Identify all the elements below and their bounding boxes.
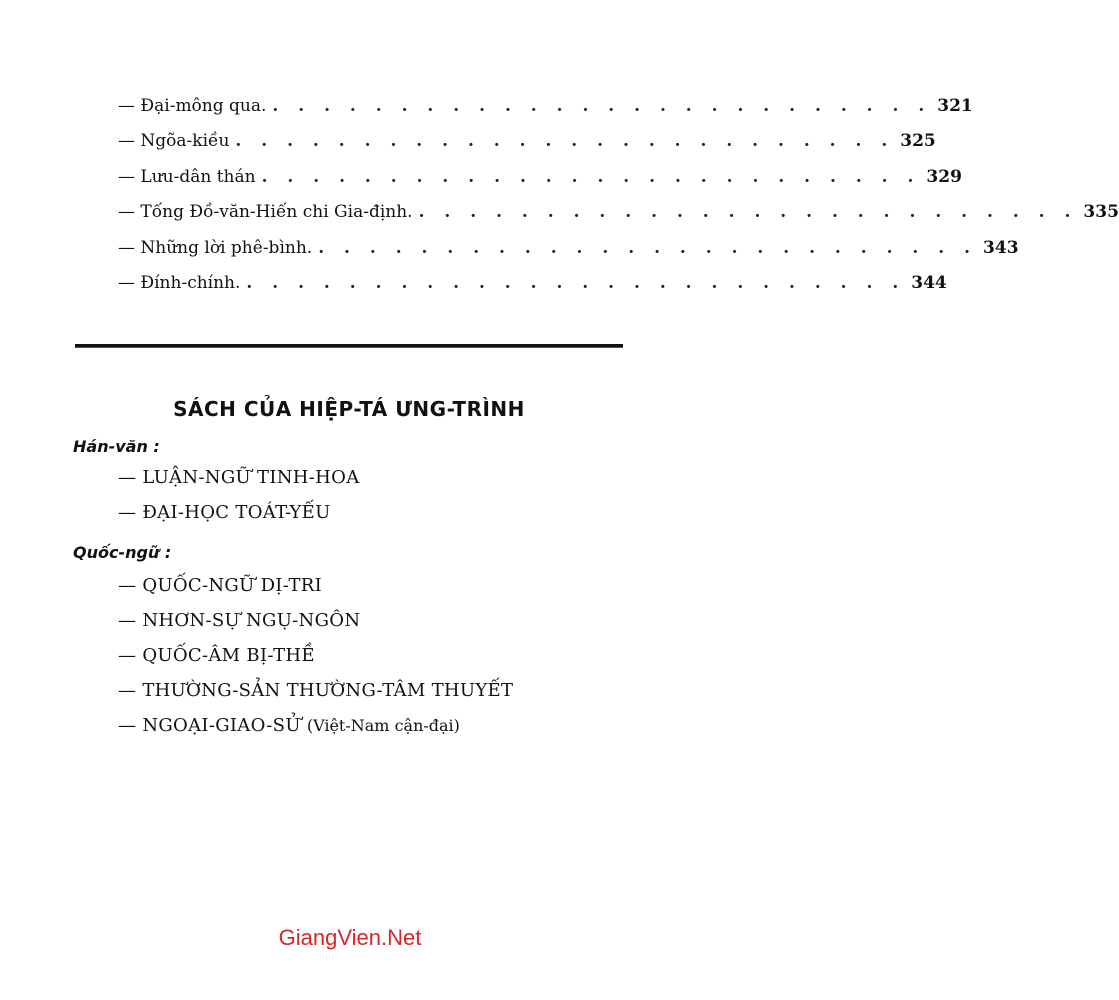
book-item: — QUỐC-NGỮ DỊ-TRI xyxy=(118,575,323,596)
toc-entry-page: 321 xyxy=(937,96,973,116)
book-item: — LUẬN-NGỮ TINH-HOA xyxy=(118,467,360,488)
watermark: GiangVien.Net xyxy=(278,925,422,950)
quoc-ngu-list xyxy=(118,575,513,750)
toc-entry xyxy=(118,166,962,202)
toc-entry-page: 325 xyxy=(900,131,936,152)
toc-entry-title: — Lưu-dân thán xyxy=(118,166,256,187)
book-item: — NHƠN-SỰ NGỤ-NGÔN xyxy=(118,610,361,631)
toc-leader-dots: . . . . . . . . . . . . . . . . . . . . . . . . . . xyxy=(235,131,895,152)
books-heading: SÁCH CỦA HIỆP-TÁ ƯNG-TRÌNH xyxy=(173,397,525,421)
book-item: — THƯỜNG-SẢN THƯỜNG-TÂM THUYẾT xyxy=(118,680,514,701)
han-van-list xyxy=(118,467,360,537)
toc-leader-dots: . . . . . . . . . . . . . . . . . . . . . . . . . . xyxy=(418,202,1078,223)
section-divider xyxy=(75,344,623,348)
toc-entry-page: 344 xyxy=(911,272,947,293)
book-item: — QUỐC-ÂM BỊ-THỀ xyxy=(118,645,315,666)
toc-entry-page: 343 xyxy=(983,237,1019,258)
toc-entry-title: — Ngõa-kiều xyxy=(118,131,230,152)
toc-leader-dots: . . . . . . . . . . . . . . . . . . . . . . . . . . xyxy=(272,96,932,116)
toc-entry-title: — Những lời phê-bình. xyxy=(118,237,313,258)
toc-leader-dots: . . . . . . . . . . . . . . . . . . . . . . . . . . xyxy=(261,166,921,187)
toc-entry-title: — Tống Đồ-văn-Hiến chi Gia-định. xyxy=(118,202,413,223)
toc-entry xyxy=(118,237,1019,273)
toc-entry xyxy=(118,272,947,308)
toc-leader-dots: . . . . . . . . . . . . . . . . . . . . . . . . . . xyxy=(246,272,906,293)
toc-entry xyxy=(118,202,1119,237)
toc-entry-title: — Đại-mông qua. xyxy=(118,96,267,116)
quoc-ngu-label: Quốc-ngữ : xyxy=(73,543,172,562)
book-item-title: — NGOẠI-GIAO-SỬ xyxy=(118,715,301,736)
toc-leader-dots: . . . . . . . . . . . . . . . . . . . . . . . . . . xyxy=(318,237,978,258)
han-van-label: Hán-văn : xyxy=(73,437,160,456)
toc-entry xyxy=(118,131,936,166)
table-of-contents xyxy=(118,96,1119,308)
book-item xyxy=(118,715,513,750)
toc-entry-page: 335 xyxy=(1083,202,1119,223)
book-item: — ĐẠI-HỌC TOÁT-YẾU xyxy=(118,502,331,523)
toc-entry-page: 329 xyxy=(926,166,962,187)
toc-entry xyxy=(118,96,973,131)
toc-entry-title: — Đính-chính. xyxy=(118,272,241,293)
book-item-note: (Việt-Nam cận-đại) xyxy=(306,716,460,735)
